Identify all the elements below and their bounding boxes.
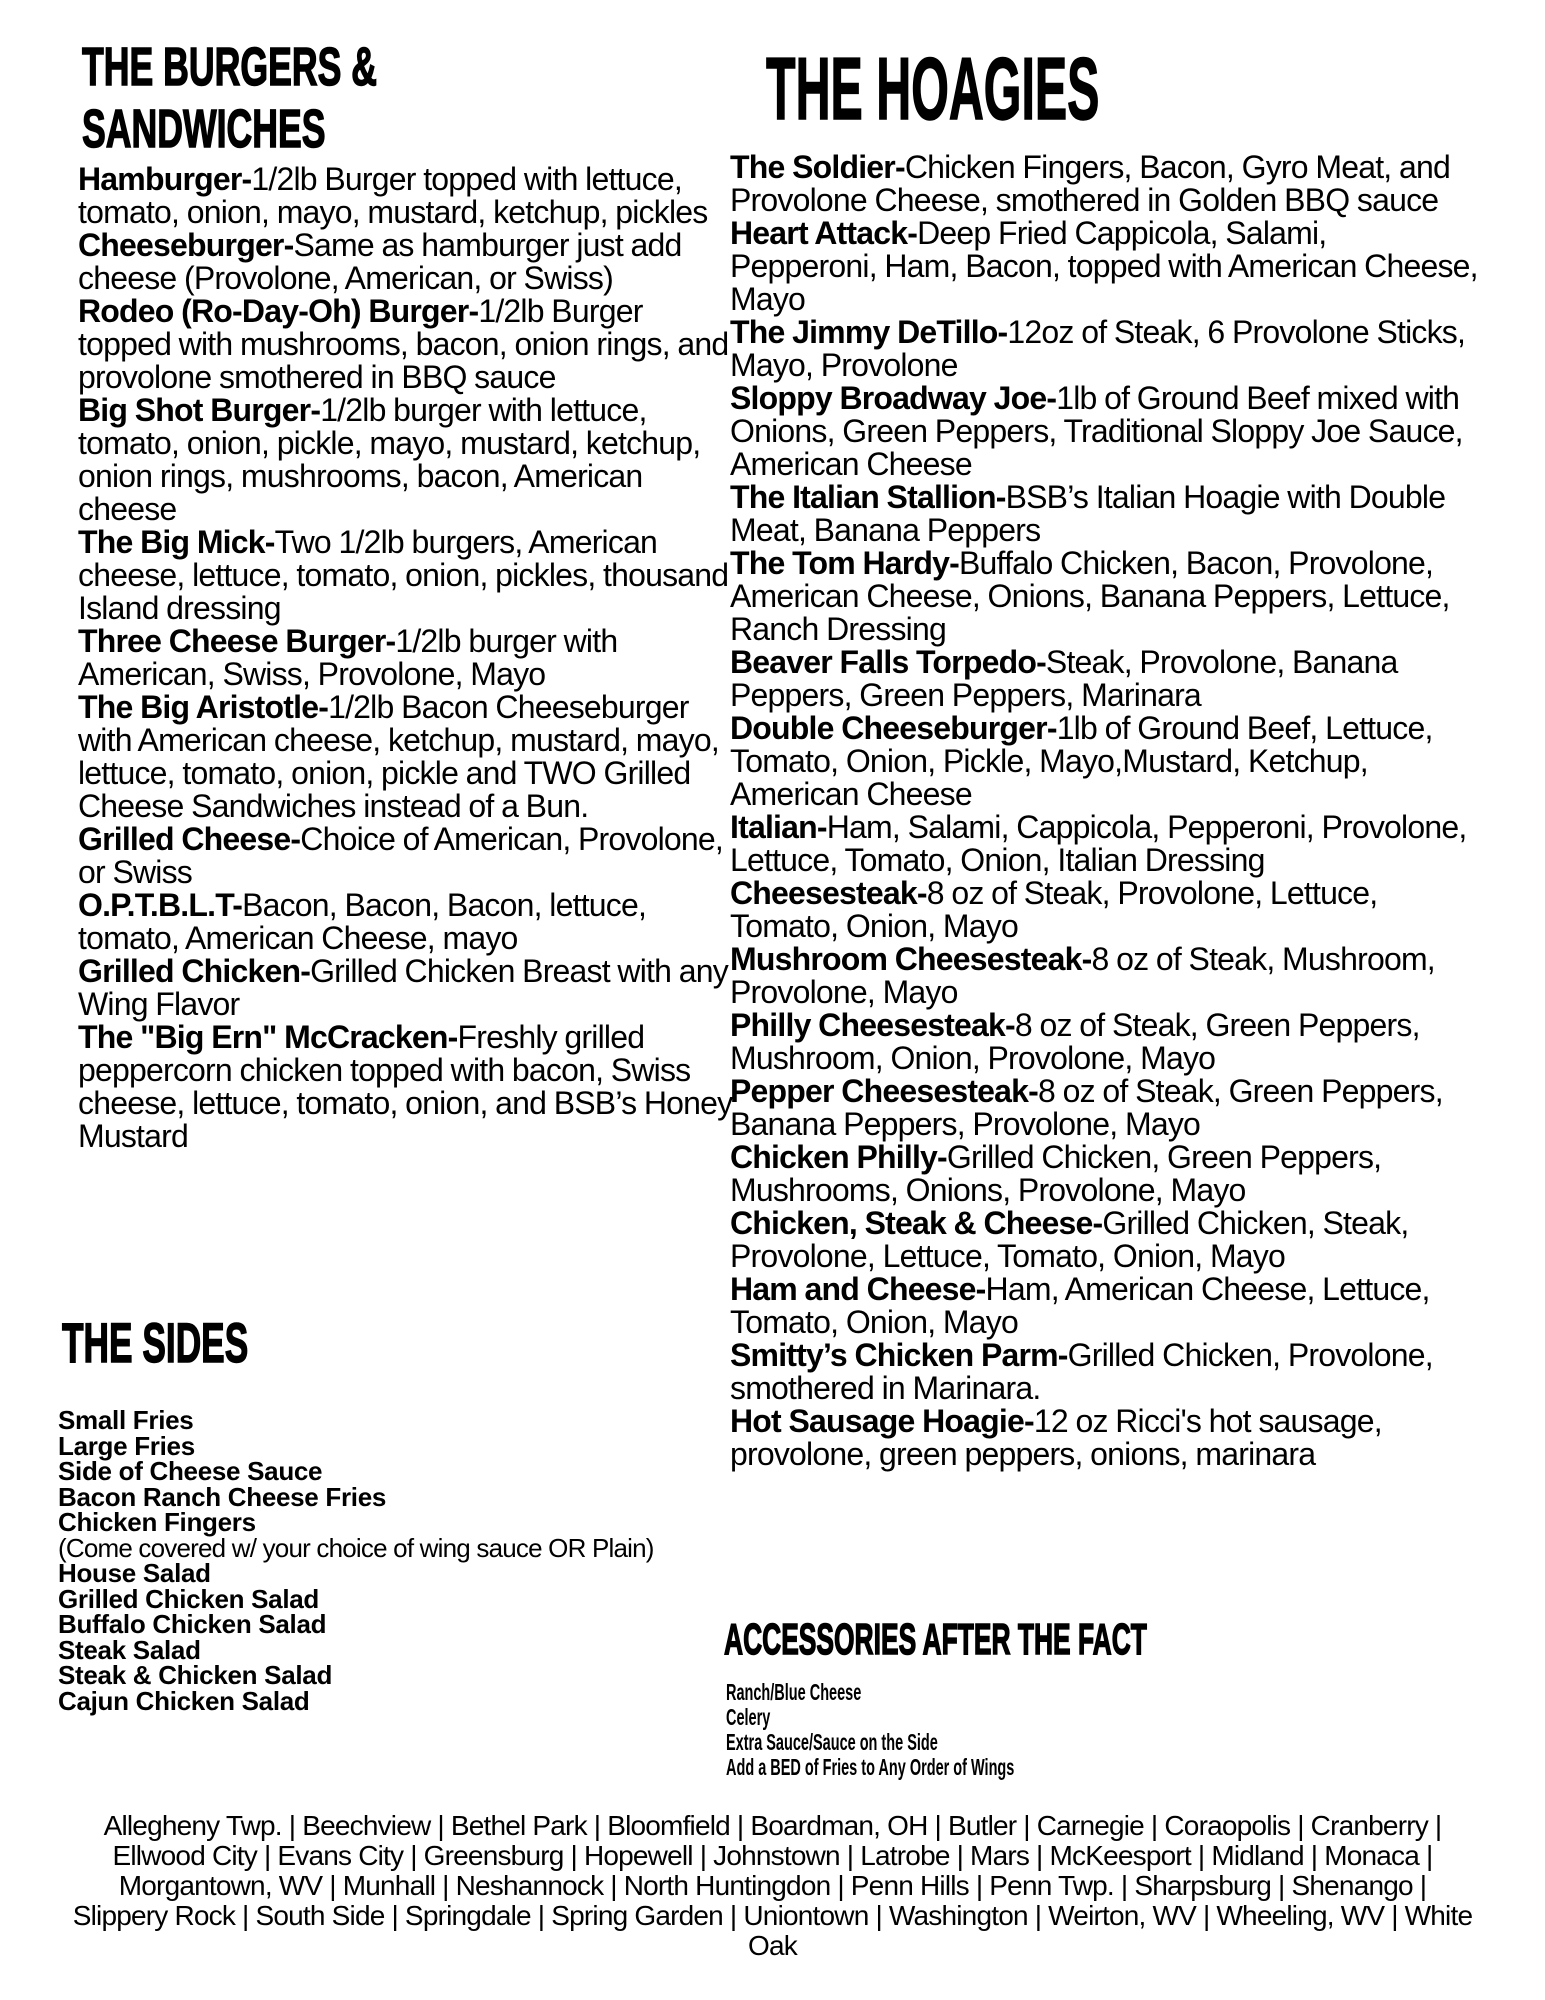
menu-item	[78, 823, 733, 889]
menu-item	[730, 1141, 1478, 1207]
menu-item-name: O.P.T.B.L.T-	[78, 887, 243, 923]
menu-item	[730, 151, 1478, 217]
menu-item-desc: Ham, American Cheese, Lettuce, Tomato, Onion, Mayo	[730, 1271, 1430, 1340]
menu-item-name: Mushroom Cheesesteak-	[730, 941, 1092, 977]
menu-item-name: Cheeseburger-	[78, 227, 294, 263]
menu-item-desc: 8 oz of Steak, Green Peppers, Mushroom, Onion, Provolone, Mayo	[730, 1007, 1420, 1076]
burgers-title: THE BURGERS & SANDWICHES	[82, 37, 378, 159]
menu-item	[730, 1207, 1478, 1273]
menu-item-name: The Soldier-	[730, 149, 905, 185]
menu-item	[730, 646, 1478, 712]
menu-item-name: The "Big Ern" McCracken-	[78, 1019, 458, 1055]
menu-item	[730, 1339, 1478, 1405]
menu-item-desc: 1lb of Ground Beef, Lettuce, Tomato, Onion, Pickle, Mayo,Mustard, Ketchup, American Cheese	[730, 710, 1433, 812]
menu-item-desc: 8 oz of Steak, Provolone, Lettuce, Tomato, Onion, Mayo	[730, 875, 1378, 944]
sides-title: THE SIDES	[62, 1311, 249, 1374]
menu-item-name: Philly Cheesesteak-	[730, 1007, 1015, 1043]
side-item: Grilled Chicken Salad	[58, 1583, 320, 1614]
menu-item-desc: 1lb of Ground Beef mixed with Onions, Green Peppers, Traditional Sloppy Joe Sauce, American Cheese	[730, 380, 1463, 482]
menu-item-name: Chicken, Steak & Cheese-	[730, 1205, 1103, 1241]
menu-item	[78, 163, 733, 229]
menu-item	[78, 394, 733, 526]
menu-item	[730, 382, 1478, 481]
sides-list	[58, 1405, 742, 1716]
menu-item-desc: Buffalo Chicken, Bacon, Provolone, American Cheese, Onions, Banana Peppers, Lettuce, Ranch Dressing	[730, 545, 1450, 647]
burgers-section	[60, 36, 744, 1153]
menu-item	[730, 1009, 1478, 1075]
menu-item-name: Pepper Cheesesteak-	[730, 1073, 1039, 1109]
menu-item-desc: 12oz of Steak, 6 Provolone Sticks, Mayo, Provolone	[730, 314, 1466, 383]
menu-item-name: Smitty’s Chicken Parm-	[730, 1337, 1068, 1373]
menu-item-name: The Big Aristotle-	[78, 689, 329, 725]
accessories-list	[726, 1680, 1484, 1780]
menu-item	[78, 889, 733, 955]
menu-item-name: Chicken Philly-	[730, 1139, 947, 1175]
side-item: Steak Salad	[58, 1634, 201, 1665]
menu-item	[730, 316, 1478, 382]
menu-item-name: Ham and Cheese-	[730, 1271, 986, 1307]
menu-item	[78, 526, 733, 625]
accessory-item: Extra Sauce/Sauce on the Side	[726, 1729, 938, 1755]
menu-item-desc: 1/2lb Burger topped with lettuce, tomato, onion, mayo, mustard, ketchup, pickles	[78, 161, 708, 230]
menu-item-desc: 1/2lb burger with American, Swiss, Provolone, Mayo	[78, 623, 618, 692]
menu-item	[730, 712, 1478, 811]
hoagies-list	[730, 151, 1478, 1471]
menu-item-desc: Same as hamburger just add cheese (Provolone, American, or Swiss)	[78, 227, 682, 296]
menu-item	[78, 229, 733, 295]
menu-item-desc: 8 oz of Steak, Green Peppers, Banana Peppers, Provolone, Mayo	[730, 1073, 1443, 1142]
menu-item	[730, 1075, 1478, 1141]
menu-item-name: The Jimmy DeTillo-	[730, 314, 1008, 350]
menu-item-name: Big Shot Burger-	[78, 392, 321, 428]
menu-item-desc: Freshly grilled peppercorn chicken topped with bacon, Swiss cheese, lettuce, tomato, onion, and BSB’s Honey Mustard	[78, 1019, 733, 1154]
menu-item-desc: Ham, Salami, Cappicola, Pepperoni, Provolone, Lettuce, Tomato, Onion, Italian Dressing	[730, 809, 1467, 878]
menu-item-name: Grilled Chicken-	[78, 953, 311, 989]
side-item: Side of Cheese Sauce	[58, 1456, 323, 1486]
menu-item	[730, 481, 1478, 547]
hoagies-section	[730, 30, 1480, 1471]
menu-item-desc: Choice of American, Provolone, or Swiss	[78, 821, 724, 890]
menu-item	[730, 217, 1478, 316]
menu-item-name: The Tom Hardy-	[730, 545, 960, 581]
menu-item	[78, 691, 733, 823]
menu-item	[78, 625, 733, 691]
menu-item-desc: Grilled Chicken Breast with any Wing Flavor	[78, 953, 728, 1022]
menu-item	[78, 955, 733, 1021]
menu-item-name: Grilled Cheese-	[78, 821, 301, 857]
menu-item-name: Hamburger-	[78, 161, 252, 197]
menu-item-desc: Bacon, Bacon, Bacon, lettuce, tomato, American Cheese, mayo	[78, 887, 647, 956]
menu-item	[730, 877, 1478, 943]
side-item: Small Fries	[58, 1405, 194, 1435]
footer-locations: Allegheny Twp. | Beechview | Bethel Park | Bloomfield | Boardman, OH | Butler | Carnegie | Coraopolis | Cranberry | Ellwood City | Evans City | Greensburg | Hopewell | Johnstown | Latrobe | Mars | McKeesport | Midland | Monaca | Morgantown, WV | Munhall | Neshannock | North Huntingdon | Penn Hills | Penn Twp. | Sharpsburg | Shenango | Slippery Rock | South Side | Springdale | Spring Garden | Uniontown | Washington | Weirton, WV | Wheeling, WV | White Oak	[72, 1810, 1473, 1961]
side-item: Bacon Ranch Cheese Fries	[58, 1481, 387, 1512]
side-item: House Salad	[58, 1558, 211, 1588]
menu-item-desc: 8 oz of Steak, Mushroom, Provolone, Mayo	[730, 941, 1435, 1010]
accessory-item: Add a BED of Fries to Any Order of Wings	[726, 1754, 1015, 1780]
accessories-section	[724, 1616, 1484, 1780]
menu-item-desc: 1/2lb Bacon Cheeseburger with American cheese, ketchup, mustard, mayo, lettuce, tomato, onion, pickle and TWO Grilled Cheese Sandwiches instead of a Bun.	[78, 689, 719, 824]
menu-item	[78, 295, 733, 394]
menu-item-name: The Big Mick-	[78, 524, 275, 560]
menu-item	[730, 1273, 1478, 1339]
sides-section	[58, 1312, 742, 1714]
menu-item-desc: Steak, Provolone, Banana Peppers, Green Peppers, Marinara	[730, 644, 1398, 713]
side-item: Large Fries	[58, 1430, 195, 1461]
menu-item-name: Sloppy Broadway Joe-	[730, 380, 1057, 416]
burgers-list	[78, 163, 733, 1153]
menu-item-desc: Chicken Fingers, Bacon, Gyro Meat, and Provolone Cheese, smothered in Golden BBQ sauce	[730, 149, 1450, 218]
menu-item-name: Italian-	[730, 809, 827, 845]
side-item: Chicken Fingers	[58, 1507, 256, 1537]
menu-item-desc: 12 oz Ricci's hot sausage, provolone, green peppers, onions, marinara	[730, 1403, 1382, 1472]
accessories-title: ACCESSORIES AFTER THE FACT	[724, 1615, 1147, 1664]
menu-item-name: Cheesesteak-	[730, 875, 927, 911]
menu-item-name: The Italian Stallion-	[730, 479, 1006, 515]
menu-item-desc: Deep Fried Cappicola, Salami, Pepperoni, Ham, Bacon, topped with American Cheese, Mayo	[730, 215, 1478, 317]
hoagies-title: THE HOAGIES	[766, 39, 1100, 138]
menu-item	[78, 1021, 733, 1153]
menu-item	[730, 811, 1478, 877]
menu-item-desc: Grilled Chicken, Green Peppers, Mushrooms, Onions, Provolone, Mayo	[730, 1139, 1382, 1208]
menu-item	[730, 1405, 1478, 1471]
menu-item-name: Double Cheeseburger-	[730, 710, 1057, 746]
accessory-item: Celery	[726, 1704, 771, 1730]
menu-item-desc: 1/2lb burger with lettuce, tomato, onion, pickle, mayo, mustard, ketchup, onion rings, mushrooms, bacon, American cheese	[78, 392, 701, 527]
menu-item	[730, 943, 1478, 1009]
menu-item-name: Beaver Falls Torpedo-	[730, 644, 1046, 680]
side-item: Buffalo Chicken Salad	[58, 1609, 327, 1639]
side-item: (Come covered w/ your choice of wing sauce OR Plain)	[58, 1532, 654, 1563]
menu-item-name: Hot Sausage Hoagie-	[730, 1403, 1034, 1439]
side-item: Cajun Chicken Salad	[58, 1685, 310, 1716]
accessory-item: Ranch/Blue Cheese	[726, 1679, 862, 1705]
menu-item	[730, 547, 1478, 646]
menu-item-name: Heart Attack-	[730, 215, 918, 251]
menu-item-desc: 1/2lb Burger topped with mushrooms, bacon, onion rings, and provolone smothered in BBQ sauce	[78, 293, 729, 395]
side-item: Steak & Chicken Salad	[58, 1660, 333, 1690]
menu-item-desc: Grilled Chicken, Provolone, smothered in Marinara.	[730, 1337, 1433, 1406]
menu-item-desc: Two 1/2lb burgers, American cheese, lettuce, tomato, onion, pickles, thousand Island dressing	[78, 524, 729, 626]
menu-item-name: Three Cheese Burger-	[78, 623, 396, 659]
menu-item-desc: Grilled Chicken, Steak, Provolone, Lettuce, Tomato, Onion, Mayo	[730, 1205, 1409, 1274]
menu-item-name: Rodeo (Ro-Day-Oh) Burger-	[78, 293, 479, 329]
menu-item-desc: BSB’s Italian Hoagie with Double Meat, Banana Peppers	[730, 479, 1446, 548]
